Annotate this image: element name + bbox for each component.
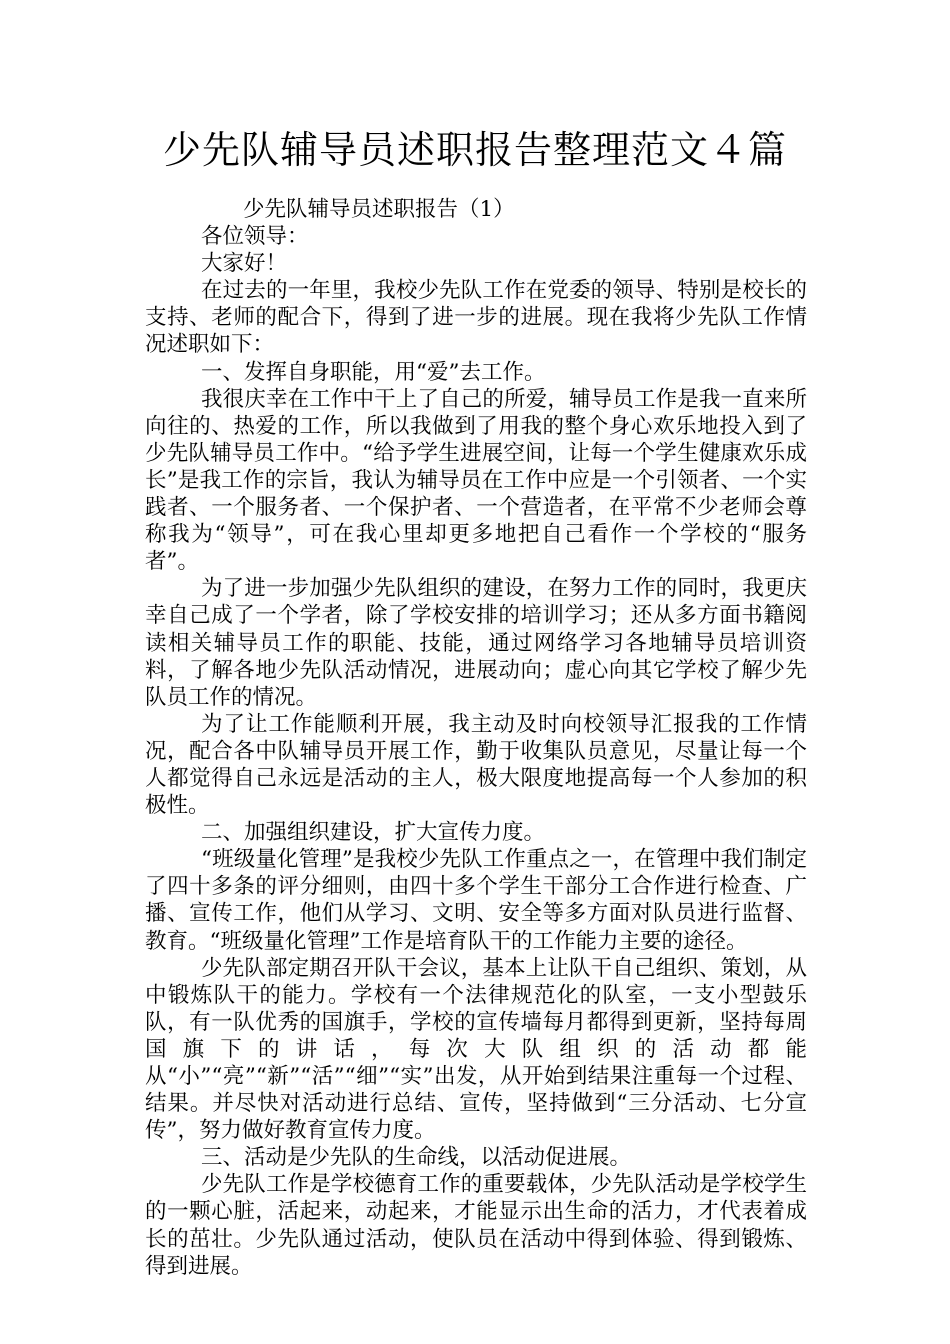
report-subtitle: 少先队辅导员述职报告（1）: [243, 197, 515, 222]
body-paragraph: 为了进一步加强少先队组织的建设，在努力工作的同时，我更庆幸自己成了一个学者，除了学校安排的培训学习；还从多方面书籍阅读相关辅导员工作的职能、技能，通过网络学习各地辅导员培训资料，了解各地少先队活动情况，进展动向；虚心向其它学校了解少先队员工作的情况。: [145, 576, 807, 710]
body-paragraph: 少先队工作是学校德育工作的重要载体，少先队活动是学校学生的一颗心脏，活起来，动起来，才能显示出生命的活力，才代表着成长的茁壮。少先队通过活动，使队员在活动中得到体验、得到锻炼、得到进展。: [145, 1172, 807, 1279]
section-heading-2: 二、加强组织建设，扩大宣传力度。: [201, 820, 546, 846]
document-title: 少先队辅导员述职报告整理范文４篇: [162, 128, 787, 172]
intro-paragraph: 在过去的一年里，我校少先队工作在党委的领导、特别是校长的支持、老师的配合下，得到了进一步的进展。现在我将少先队工作情况述职如下：: [145, 278, 807, 358]
document-body: [145, 196, 807, 1280]
greeting: 大家好！: [201, 251, 288, 277]
salutation: 各位领导：: [201, 224, 309, 250]
section-heading-3: 三、活动是少先队的生命线，以活动促进展。: [201, 1145, 632, 1171]
body-paragraph: 少先队部定期召开队干会议，基本上让队干自己组织、策划，从中锻炼队干的能力。学校有一个法律规范化的队室，一支小型鼓乐队，有一队优秀的国旗手，学校的宣传墙每月都得到更新，坚持每周国旗下的讲话，每次大队组织的活动都能从“小”“亮”“新”“活”“细”“实”出发，从开始到结果注重每一个过程、结果。并尽快对活动进行总结、宣传，坚持做到“三分活动、七分宣传”，努力做好教育宣传力度。: [145, 955, 807, 1144]
body-paragraph: “班级量化管理”是我校少先队工作重点之一，在管理中我们制定了四十多条的评分细则，由四十多个学生干部分工合作进行检查、广播、宣传工作，他们从学习、文明、安全等多方面对队员进行监督、教育。“班级量化管理”工作是培育队干的工作能力主要的途径。: [145, 847, 807, 954]
body-paragraph: 我很庆幸在工作中干上了自己的所爱，辅导员工作是我一直来所向往的、热爱的工作，所以我做到了用我的整个身心欢乐地投入到了少先队辅导员工作中。“给予学生进展空间，让每一个学生健康欢乐成长”是我工作的宗旨，我认为辅导员在工作中应是一个引领者、一个实践者、一个服务者、一个保护者、一个营造者，在平常不少老师会尊称我为“领导”，可在我心里却更多地把自己看作一个学校的“服务者”。: [145, 386, 807, 575]
body-paragraph: 为了让工作能顺利开展，我主动及时向校领导汇报我的工作情况，配合各中队辅导员开展工作，勤于收集队员意见，尽量让每一个人都觉得自己永远是活动的主人，极大限度地提高每一个人参加的积极性。: [145, 711, 807, 819]
section-heading-1: 一、发挥自身职能，用“爱”去工作。: [201, 359, 546, 385]
